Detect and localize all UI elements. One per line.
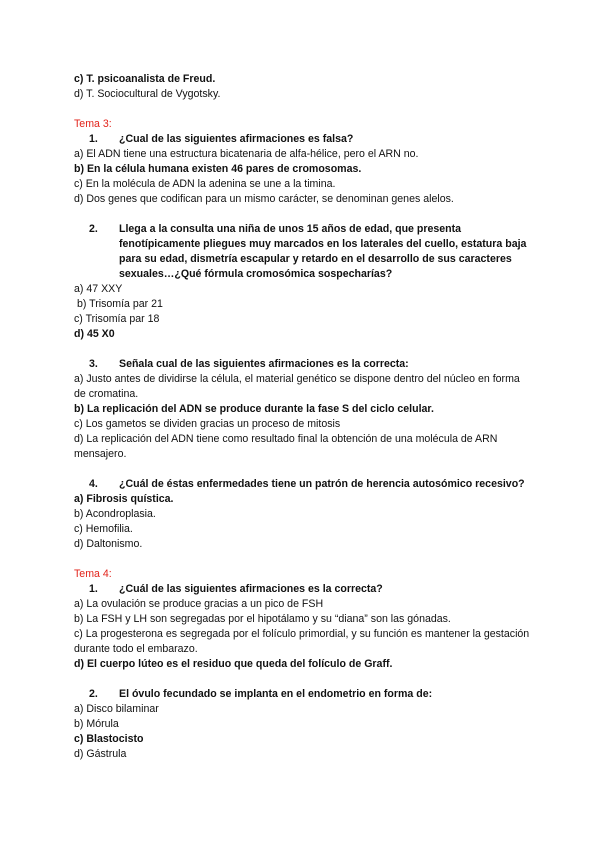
question-text: ¿Cuál de las siguientes afirmaciones es la correcta?: [119, 583, 383, 595]
document-page: [74, 72, 534, 762]
answer-option: b) Trisomía par 21: [74, 298, 163, 310]
answer-option: a) La ovulación se produce gracias a un pico de FSH: [74, 598, 324, 610]
question-number: 1.: [89, 133, 98, 145]
question-text: Señala cual de las siguientes afirmaciones es la correcta:: [119, 358, 409, 370]
answer-option: a) Justo antes de dividirse la célula, el material genético se dispone dentro del núcleo en forma de cromatina.: [74, 373, 520, 400]
answer-option: c) Trisomía par 18: [74, 313, 160, 325]
question-text: Llega a la consulta una niña de unos 15 años de edad, que presenta fenotípicamente pliegues muy marcados en los laterales del cuello, estatura baja para su edad, dismetría escapular y retardo en el desarrollo de sus caracteres sexuales…¿Qué fórmula cromosómica sospecharías?: [119, 223, 527, 280]
question-4-2: [74, 687, 534, 702]
answer-option-correct: d) 45 X0: [74, 328, 115, 340]
question-text: ¿Cuál de éstas enfermedades tiene un patrón de herencia autosómico recesivo?: [119, 478, 525, 490]
question-number: 4.: [89, 478, 98, 490]
question-number: 2.: [89, 223, 98, 235]
question-4-1: [74, 582, 534, 597]
answer-option: a) Disco bilaminar: [74, 703, 159, 715]
answer-option: a) 47 XXY: [74, 283, 123, 295]
answer-option-correct: d) El cuerpo lúteo es el residuo que queda del folículo de Graff.: [74, 658, 393, 670]
question-3-3: [74, 357, 534, 372]
question-number: 3.: [89, 358, 98, 370]
answer-option: b) Acondroplasia.: [74, 508, 156, 520]
section-title-tema-3: Tema 3:: [74, 118, 112, 130]
question-number: 1.: [89, 583, 98, 595]
section-title-tema-4: Tema 4:: [74, 568, 112, 580]
answer-option: a) El ADN tiene una estructura bicatenaria de alfa-hélice, pero el ARN no.: [74, 148, 419, 160]
answer-option: c) En la molécula de ADN la adenina se une a la timina.: [74, 178, 336, 190]
answer-option-correct: c) Blastocisto: [74, 733, 144, 745]
answer-option: d) Gástrula: [74, 748, 127, 760]
question-text: El óvulo fecundado se implanta en el endometrio en forma de:: [119, 688, 433, 700]
answer-option: c) Los gametos se dividen gracias un proceso de mitosis: [74, 418, 341, 430]
answer-option: c) La progesterona es segregada por el folículo primordial, y su función es mantener la gestación durante todo el embarazo.: [74, 628, 530, 655]
answer-option: b) La FSH y LH son segregadas por el hipotálamo y su “diana” son las gónadas.: [74, 613, 451, 625]
intro-option-c: c) T. psicoanalista de Freud.: [74, 73, 216, 85]
question-3-4: [74, 477, 534, 492]
answer-option-correct: b) En la célula humana existen 46 pares de cromosomas.: [74, 163, 362, 175]
question-3-1: [74, 132, 534, 147]
question-number: 2.: [89, 688, 98, 700]
answer-option-correct: b) La replicación del ADN se produce durante la fase S del ciclo celular.: [74, 403, 434, 415]
answer-option: d) La replicación del ADN tiene como resultado final la obtención de una molécula de ARN mensajero.: [74, 433, 498, 460]
question-3-2: [74, 222, 534, 282]
answer-option: d) Dos genes que codifican para un mismo carácter, se denominan genes alelos.: [74, 193, 454, 205]
answer-option: d) Daltonismo.: [74, 538, 143, 550]
answer-option: b) Mórula: [74, 718, 119, 730]
question-text: ¿Cual de las siguientes afirmaciones es falsa?: [119, 133, 354, 145]
intro-option-d: d) T. Sociocultural de Vygotsky.: [74, 88, 221, 100]
answer-option: c) Hemofilia.: [74, 523, 133, 535]
answer-option-correct: a) Fibrosis quística.: [74, 493, 174, 505]
